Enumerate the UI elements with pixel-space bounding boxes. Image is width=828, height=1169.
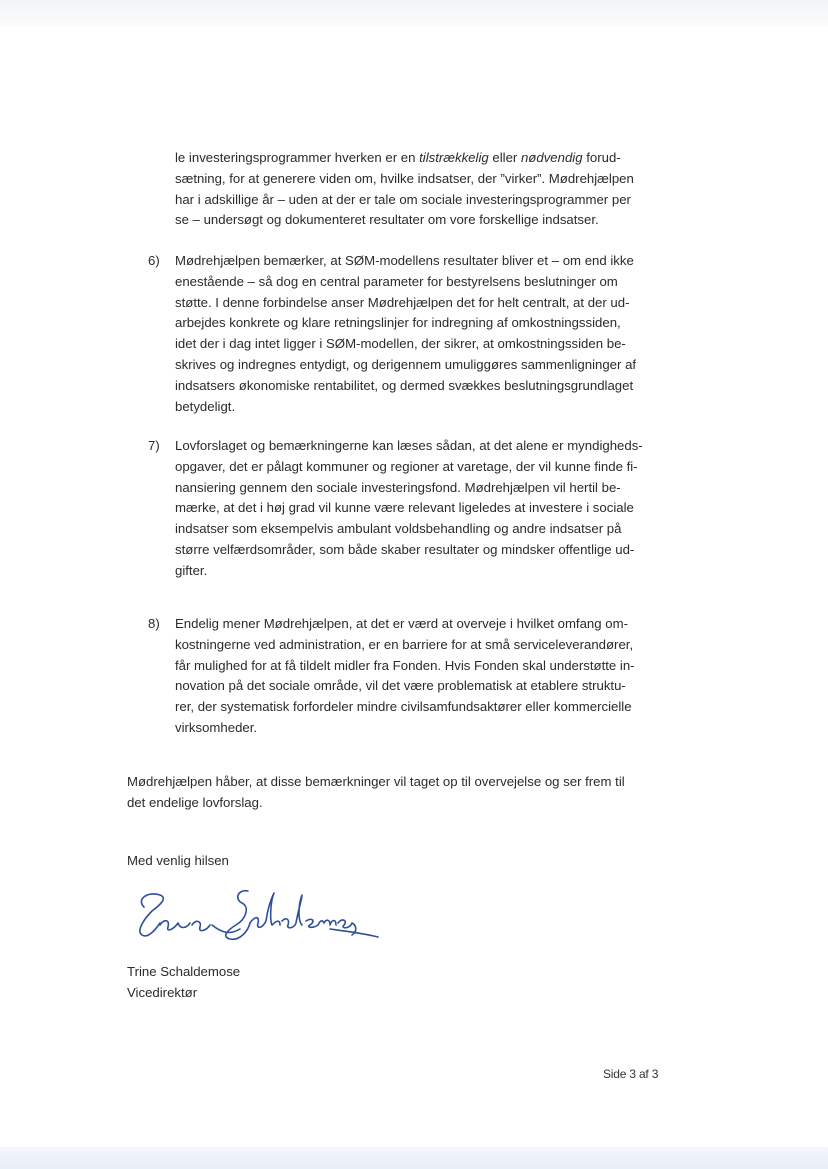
text-line: rer, der systematisk forfordeler mindre civilsamfundsaktører eller kommercielle	[175, 699, 632, 715]
text-line: indsatser som eksempelvis ambulant voldsbehandling og andre indsatser på	[175, 521, 622, 537]
text-line: kostningerne ved administration, er en barriere for at små serviceleverandører,	[175, 636, 634, 652]
text-line: større velfærdsområder, som både skaber resultater og mindsker offentlige ud-	[175, 541, 635, 557]
scan-top-edge	[0, 0, 828, 26]
signer-block	[127, 962, 240, 1004]
text-line: se – undersøgt og dokumenteret resultater om vore forskellige indsatser.	[175, 212, 599, 228]
list-item-number: 6)	[148, 253, 160, 268]
page-number: Side 3 af 3	[603, 1067, 659, 1081]
text-line: det endelige lovforslag.	[127, 794, 263, 810]
text-line: indsatsers økonomiske rentabilitet, og dermed svækkes beslutningsgrundlaget	[175, 377, 634, 393]
text-line: støtte. I denne forbindelse anser Mødrehjælpen det for helt centralt, at der ud-	[175, 294, 630, 310]
list-item-body	[175, 614, 655, 739]
text-line: idet der i dag intet ligger i SØM-modellen, der sikrer, at omkostningssiden be-	[175, 336, 626, 352]
handwritten-signature	[130, 885, 385, 945]
text-line: skrives og indregnes entydigt, og derigennem umuliggøres sammenligninger af	[175, 356, 637, 372]
text-line: har i adskillige år – uden at der er tale om sociale investeringsprogrammer per	[175, 191, 631, 207]
scan-bottom-edge	[0, 1147, 828, 1169]
text-line: får mulighed for at få tildelt midler fra Fonden. Hvis Fonden skal understøtte in-	[175, 657, 635, 673]
intro-paragraph	[175, 148, 655, 231]
closing-paragraph	[127, 772, 667, 814]
signer-title: Vicedirektør	[127, 984, 198, 1000]
text-line: gifter.	[175, 562, 208, 578]
list-item-number: 8)	[148, 616, 160, 631]
list-item-8	[148, 614, 658, 739]
list-item-7	[148, 436, 658, 582]
text-line: betydeligt.	[175, 398, 236, 414]
text-line: novation på det sociale område, vil det være problematisk at etablere struktu-	[175, 678, 626, 694]
list-item-body	[175, 251, 655, 417]
text-line: Mødrehjælpen håber, at disse bemærkninger vil taget op til overvejelse og ser frem til	[127, 774, 625, 789]
text-line: opgaver, det er pålagt kommuner og regioner at varetage, der vil kunne finde fi-	[175, 458, 638, 474]
text-line: mærke, at det i høj grad vil kunne være relevant ligeledes at investere i sociale	[175, 500, 634, 516]
text-line: sætning, for at generere viden om, hvilke indsatser, der ”virker”. Mødrehjælpen	[175, 170, 634, 186]
text-line: Endelig mener Mødrehjælpen, at det er værd at overveje i hvilket omfang om-	[175, 616, 628, 631]
text-line: Lovforslaget og bemærkningerne kan læses sådan, at det alene er myndigheds-	[175, 438, 643, 453]
list-item-6	[148, 251, 658, 417]
signer-name: Trine Schaldemose	[127, 964, 241, 979]
text-line: Mødrehjælpen bemærker, at SØM-modellens resultater bliver et – om end ikke	[175, 253, 634, 268]
text-line: nansiering gennem den sociale investeringsfond. Mødrehjælpen vil hertil be-	[175, 479, 621, 495]
list-item-number: 7)	[148, 438, 160, 453]
text-line: arbejdes konkrete og klare retningslinjer for indregning af omkostningssiden,	[175, 315, 621, 331]
text-line: le investeringsprogrammer hverken er en tilstrækkelig eller nødvendig forud-	[175, 150, 621, 165]
list-item-body	[175, 436, 655, 582]
greeting: Med venlig hilsen	[127, 853, 229, 868]
text-line: enestående – så dog en central parameter for bestyrelsens beslutninger om	[175, 273, 618, 289]
text-line: virksomheder.	[175, 719, 258, 735]
